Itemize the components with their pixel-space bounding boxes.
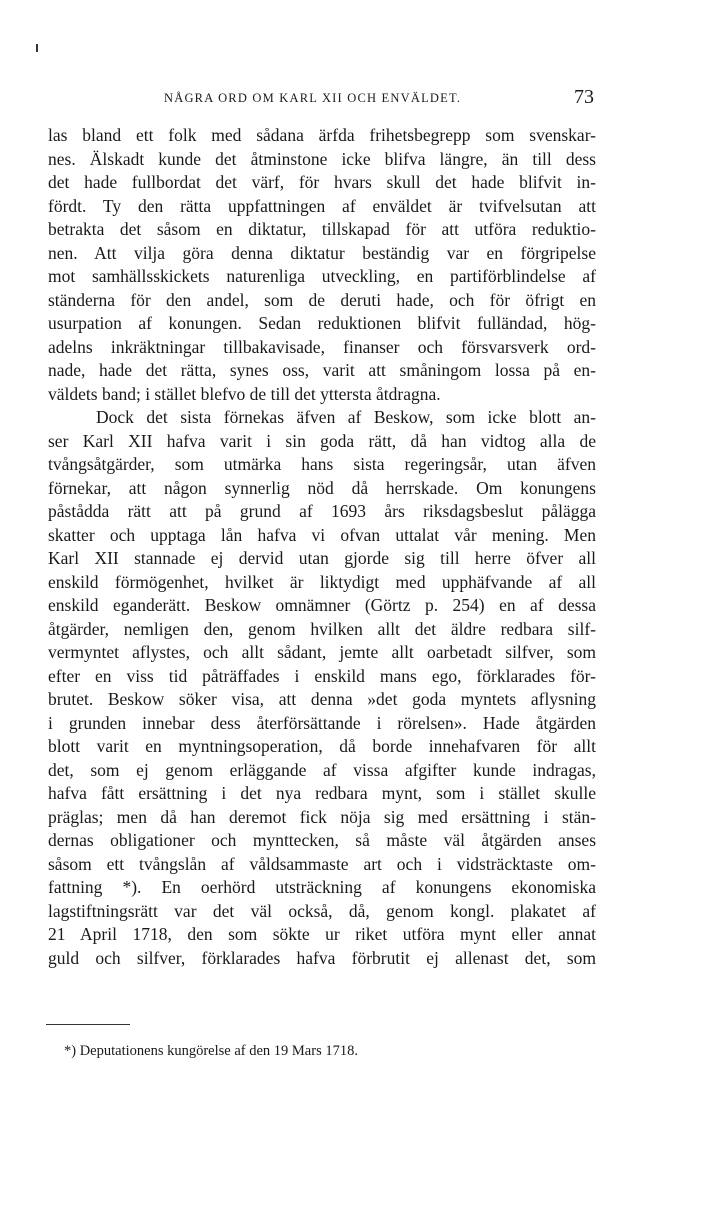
text-line: fattning *). En oerhörd utsträckning af konungens ekonomiska: [48, 877, 596, 897]
text-line: Karl XII stannade ej dervid utan gjorde sig till herre öfver all: [48, 548, 596, 568]
text-line: åtgärder, nemligen den, genom hvilken allt det äldre redbara silf-: [48, 618, 596, 639]
text-line: nade, hade det rätta, synes oss, varit att småningom lossa på en-: [48, 360, 596, 380]
text-line: usurpation af konungen. Sedan reduktionen blifvit fulländad, hög-: [48, 313, 596, 333]
text-line: lagstiftningsrätt var det väl också, då, genom kongl. plakatet af: [48, 900, 596, 921]
footnote: *) Deputationens kungörelse af den 19 Mars 1718.: [64, 1043, 358, 1059]
text-line: hafva fått ersättning i det nya redbara mynt, som i stället skulle: [48, 783, 596, 803]
text-line: betrakta det såsom en diktatur, tillskapad för att utföra reduktio-: [48, 219, 596, 239]
text-line: tvångsåtgärder, som utmärka hans sista regeringsår, utan äfven: [48, 454, 596, 474]
text-line: nen. Att vilja göra denna diktatur beständig var en förgripelse: [48, 242, 596, 263]
paragraph-end-line: väldets band; i stället blefvo de till det yttersta åtdragna.: [48, 383, 441, 404]
text-line: fördt. Ty den rätta uppfattningen af enväldet är tvifvelsutan att: [48, 195, 596, 216]
margin-mark: [36, 44, 38, 52]
footnote-divider: [46, 1024, 130, 1025]
text-line: påstådda rätt att på grund af 1693 års riksdagsbeslut pålägga: [48, 501, 596, 521]
text-line: enskild eganderätt. Beskow omnämner (Görtz p. 254) en af dessa: [48, 595, 596, 615]
text-line: blott varit en myntningsoperation, då borde innehafvaren för allt: [48, 736, 596, 756]
text-line: las bland ett folk med sådana ärfda frihetsbegrepp som svenskar-: [48, 125, 596, 145]
text-line: ständerna för den andel, som de deruti hade, och för öfrigt en: [48, 289, 596, 310]
text-line: ser Karl XII hafva varit i sin goda rätt, då han vidtog alla de: [48, 430, 596, 451]
text-line: det hade fullbordat det värf, för hvars skull det hade blifvit in-: [48, 172, 596, 192]
body-text: [48, 124, 596, 970]
text-line: brutet. Beskow söker visa, att denna »det goda myntets aflysning: [48, 689, 596, 709]
text-line: dernas obligationer och mynttecken, så måste väl åtgärden anses: [48, 830, 596, 850]
text-line: nes. Älskadt kunde det åtminstone icke blifva längre, än till dess: [48, 148, 596, 169]
page-number: 73: [574, 86, 594, 108]
text-line: 21 April 1718, den som sökte ur riket utföra mynt eller annat: [48, 924, 596, 944]
text-line: enskild förmögenhet, hvilket är liktydigt med upphäfvande af all: [48, 571, 596, 592]
text-line: präglas; men då han deremot fick nöja sig med ersättning i stän-: [48, 806, 596, 827]
page-header: [164, 86, 594, 112]
text-line: förnekar, att någon synnerlig nöd då herrskade. Om konungens: [48, 477, 596, 498]
text-line: skatter och upptaga lån hafva vi ofvan uttalat vår mening. Men: [48, 524, 596, 545]
text-line: vermyntet aflystes, och allt sådant, jemte allt oarbetadt silfver, som: [48, 642, 596, 662]
text-line: såsom ett tvångslån af våldsammaste art och i vidsträcktaste om-: [48, 853, 596, 874]
text-line: i grunden innebar dess återförsättande i rörelsen». Hade åtgärden: [48, 712, 596, 733]
text-line: adelns inkräktningar tillbakavisade, finanser och försvarsverk ord-: [48, 336, 596, 357]
text-line: efter en viss tid påträffades i enskild mans ego, förklarades för-: [48, 665, 596, 686]
text-line: guld och silfver, förklarades hafva förbrutit ej allenast det, som: [48, 947, 596, 968]
text-line: det, som ej genom erläggande af vissa afgifter kunde indragas,: [48, 759, 596, 780]
running-title: NÅGRA ORD OM KARL XII OCH ENVÄLDET.: [164, 91, 462, 105]
paragraph-start-line: Dock det sista förnekas äfven af Beskow, som icke blott an-: [96, 407, 596, 427]
text-line: mot samhällsskickets naturenliga utveckling, en partiförblindelse af: [48, 266, 596, 286]
